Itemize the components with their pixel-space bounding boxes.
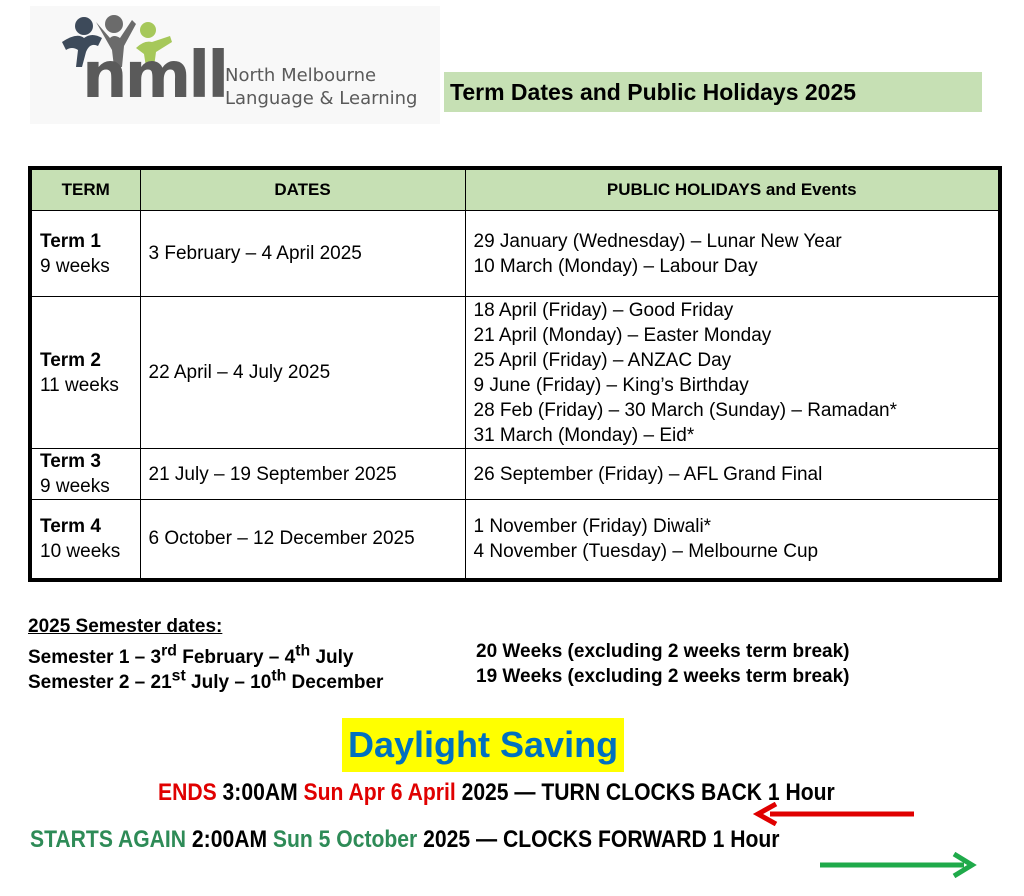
term-cell — [30, 297, 140, 449]
term-cell — [30, 500, 140, 580]
ends-time: 3:00AM — [216, 779, 304, 806]
semester-section — [28, 614, 928, 694]
dates-cell: 6 October – 12 December 2025 — [140, 500, 465, 580]
daylight-ends-line — [158, 779, 835, 807]
table-row — [30, 297, 1000, 449]
dates-cell: 3 February – 4 April 2025 — [140, 211, 465, 297]
semester-row — [28, 664, 928, 694]
starts-date: Sun 5 October — [272, 826, 418, 853]
ordinal-sup: th — [295, 643, 311, 660]
event-item: 31 March (Monday) – Eid* — [473, 424, 695, 446]
event-item: 9 June (Friday) – King’s Birthday — [473, 374, 749, 396]
starts-label: STARTS AGAIN — [30, 826, 187, 853]
events-cell — [465, 297, 1000, 449]
starts-time: 2:00AM — [186, 826, 273, 853]
term-name: Term 1 — [40, 230, 101, 252]
semester-2-part: December — [286, 672, 384, 694]
table-row — [30, 500, 1000, 580]
ends-date: Sun Apr 6 April — [303, 779, 456, 806]
semester-1-part: February – 4 — [176, 647, 296, 669]
ends-label: ENDS — [158, 779, 217, 806]
table-row — [30, 211, 1000, 297]
ends-rest: 2025 — TURN CLOCKS BACK 1 Hour — [455, 779, 835, 806]
semester-2-weeks: 19 Weeks (excluding 2 weeks term break) — [476, 666, 850, 687]
logo-wordmark: nmll — [82, 39, 227, 113]
event-item: 18 April (Friday) – Good Friday — [473, 299, 734, 321]
event-item: 26 September (Friday) – AFL Grand Final — [473, 463, 823, 485]
logo-org-line1: North Melbourne — [225, 65, 377, 86]
term-weeks: 10 weeks — [40, 540, 121, 562]
logo-org-line2: Language & Learning — [225, 88, 418, 109]
term-cell — [30, 449, 140, 500]
ordinal-sup: st — [171, 668, 186, 685]
term-dates-table — [28, 166, 1002, 582]
arrow-right-icon — [818, 852, 978, 878]
term-weeks: 9 weeks — [40, 476, 110, 497]
semester-row — [28, 639, 928, 669]
event-item: 25 April (Friday) – ANZAC Day — [473, 349, 732, 371]
dates-cell: 21 July – 19 September 2025 — [140, 449, 465, 500]
ordinal-sup: th — [271, 668, 287, 685]
header-dates: DATES — [140, 168, 465, 211]
event-item: 10 March (Monday) – Labour Day — [473, 255, 758, 277]
events-cell — [465, 211, 1000, 297]
event-item: 4 November (Tuesday) – Melbourne Cup — [473, 540, 819, 562]
semester-title-text: 2025 Semester dates — [28, 616, 217, 637]
term-name: Term 2 — [40, 349, 101, 371]
events-cell — [465, 449, 1000, 500]
dates-cell: 22 April – 4 July 2025 — [140, 297, 465, 449]
daylight-starts-line — [30, 826, 779, 854]
event-item: 1 November (Friday) Diwali* — [473, 515, 712, 537]
page-title: Term Dates and Public Holidays 2025 — [444, 72, 982, 112]
term-weeks: 9 weeks — [40, 255, 110, 277]
event-item: 28 Feb (Friday) – 30 March (Sunday) – Ramadan* — [473, 399, 897, 421]
event-item: 29 January (Wednesday) – Lunar New Year — [473, 230, 842, 252]
daylight-saving-title: Daylight Saving — [342, 718, 624, 772]
starts-rest: 2025 — CLOCKS FORWARD 1 Hour — [417, 826, 780, 853]
table-row — [30, 449, 1000, 500]
event-item: 21 April (Monday) – Easter Monday — [473, 324, 772, 346]
logo — [30, 6, 440, 124]
term-cell — [30, 211, 140, 297]
header-events: PUBLIC HOLIDAYS and Events — [465, 168, 1000, 211]
term-weeks: 11 weeks — [40, 374, 119, 396]
semester-1-weeks: 20 Weeks (excluding 2 weeks term break) — [476, 641, 850, 662]
semester-2-part: July – 10 — [185, 672, 272, 694]
ordinal-sup: rd — [161, 643, 177, 660]
semester-2-dates — [28, 668, 384, 694]
term-name: Term 4 — [40, 515, 101, 537]
header-term: TERM — [30, 168, 140, 211]
semester-title: 2025 Semester dates: — [28, 616, 223, 637]
semester-1-part: Semester 1 – 3 — [28, 647, 162, 669]
events-cell — [465, 500, 1000, 580]
term-name: Term 3 — [40, 451, 101, 472]
logo-org-name — [225, 64, 417, 110]
semester-1-part: July — [310, 647, 354, 669]
semester-2-part: Semester 2 – 21 — [28, 672, 172, 694]
table-header-row — [30, 168, 1000, 211]
arrow-left-icon — [752, 802, 918, 826]
